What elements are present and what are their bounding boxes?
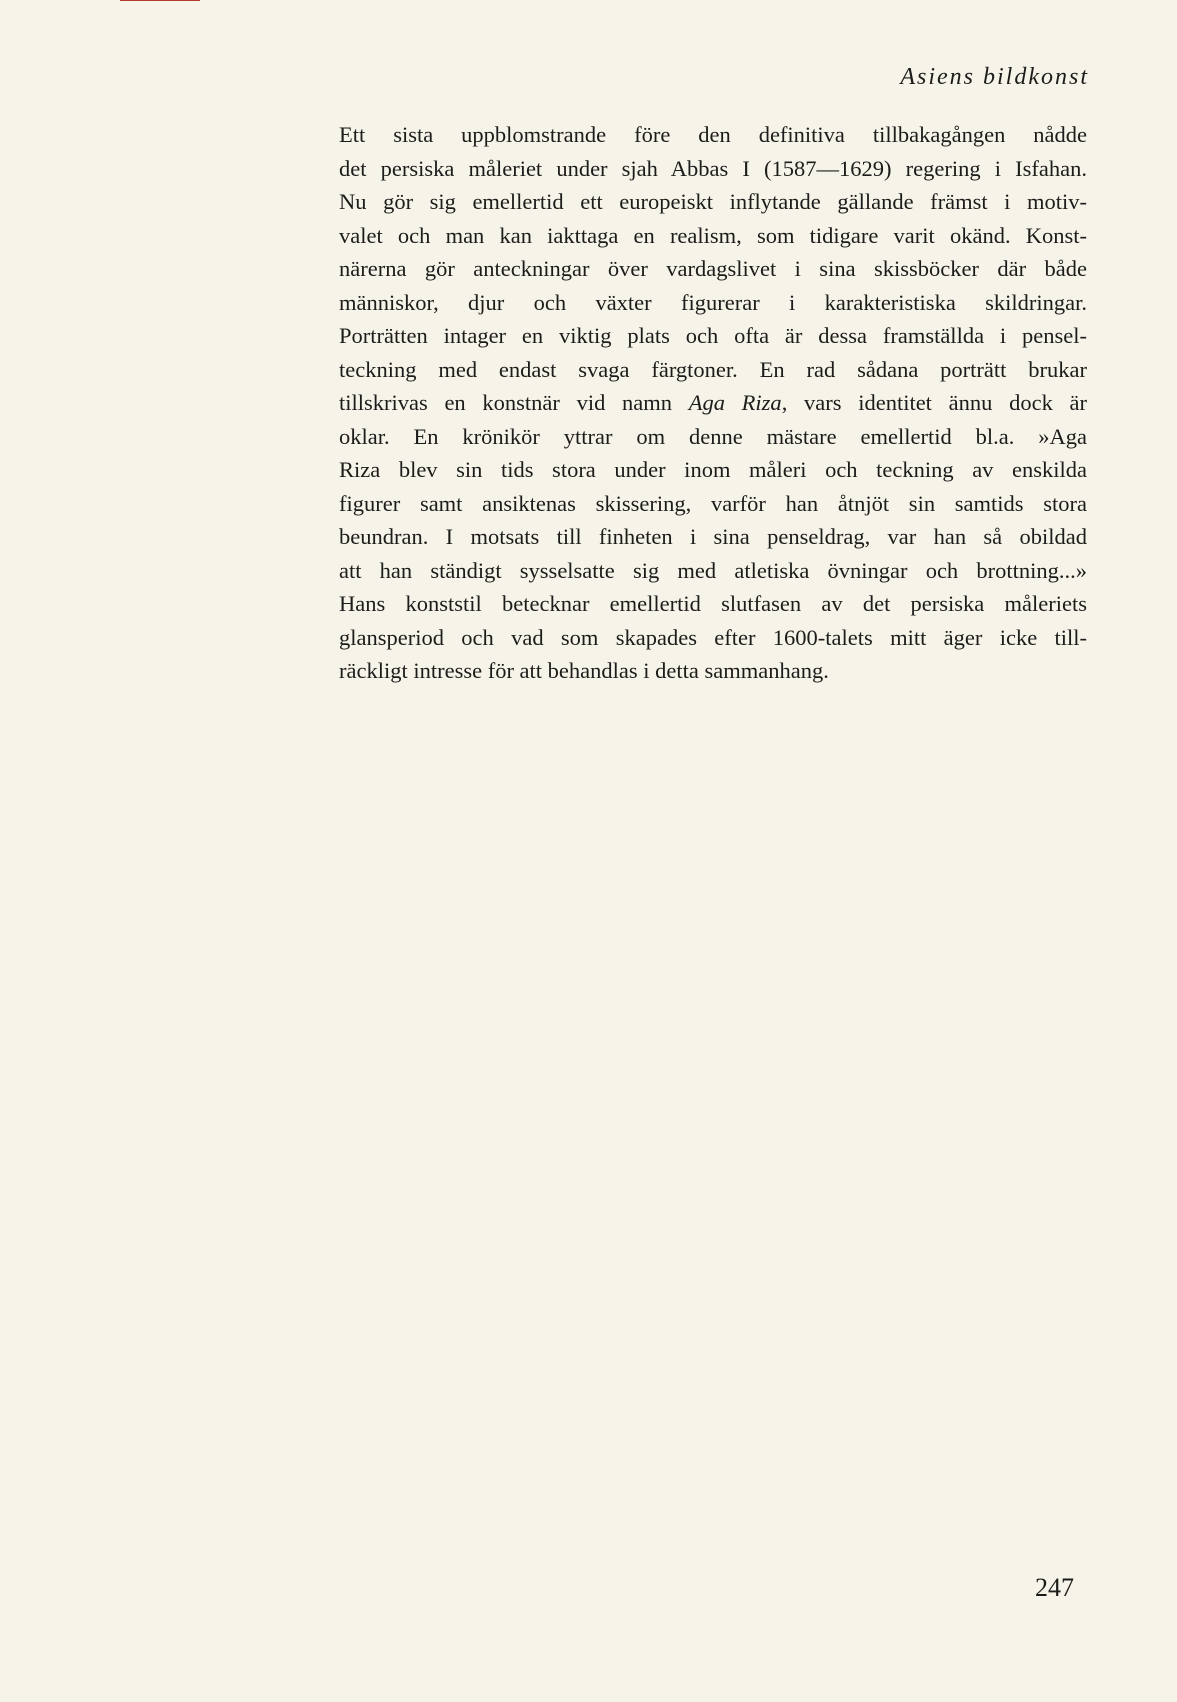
text-line xyxy=(339,319,1087,353)
text-line xyxy=(339,118,1087,152)
text-segment: beundran. I motsats till finheten i sina penseldrag, var han så obildad xyxy=(339,524,1087,549)
text-line xyxy=(339,219,1087,253)
text-line xyxy=(339,386,1087,420)
text-line xyxy=(339,554,1087,588)
page-edge-mark xyxy=(120,0,200,1)
text-line xyxy=(339,587,1087,621)
text-line xyxy=(339,453,1087,487)
text-segment: figurer samt ansiktenas skissering, varför han åtnjöt sin samtids stora xyxy=(339,490,1087,516)
text-line xyxy=(339,286,1087,320)
text-segment: människor, djur och växter figurerar i karakteristiska skildringar. xyxy=(339,289,1087,315)
text-line xyxy=(339,420,1087,454)
text-line xyxy=(339,152,1087,186)
text-segment: Nu gör sig emellertid ett europeiskt inflytande gällande främst i motiv- xyxy=(339,189,1087,214)
body-paragraph xyxy=(339,118,1087,688)
running-head: Asiens bildkonst xyxy=(900,64,1089,90)
text-line xyxy=(339,252,1087,286)
text-line xyxy=(339,353,1087,387)
text-segment: Riza blev sin tids stora under inom måleri och teckning av enskilda xyxy=(339,457,1087,482)
text-segment: Porträtten intager en viktig plats och ofta är dessa framställda i pensel- xyxy=(339,323,1087,348)
text-line xyxy=(339,621,1087,655)
text-segment: Ett sista uppblomstrande före den definitiva tillbakagången nådde xyxy=(339,122,1087,147)
page-number: 247 xyxy=(1035,1573,1074,1602)
text-segment: oklar. En krönikör yttrar om denne mästare emellertid bl.a. »Aga xyxy=(339,423,1087,449)
text-line xyxy=(339,654,1087,688)
text-segment: tillskrivas en konstnär vid namn xyxy=(339,390,689,415)
text-segment: , vars identitet ännu dock är xyxy=(781,390,1087,415)
text-segment: valet och man kan iakttaga en realism, som tidigare varit okänd. Konst- xyxy=(339,222,1087,248)
text-segment: det persiska måleriet under sjah Abbas I (1587—1629) regering i Isfahan. xyxy=(339,155,1087,181)
text-segment: närerna gör anteckningar över vardagslivet i sina skissböcker där både xyxy=(339,256,1087,281)
text-segment: teckning med endast svaga färgtoner. En rad sådana porträtt brukar xyxy=(339,356,1087,382)
text-segment: glansperiod och vad som skapades efter 1600-talets mitt äger icke till- xyxy=(339,624,1087,650)
text-line xyxy=(339,487,1087,521)
artist-name: Aga Riza xyxy=(688,390,782,415)
text-segment: att han ständigt sysselsatte sig med atletiska övningar och brottning...» xyxy=(339,557,1087,583)
text-line xyxy=(339,185,1087,219)
text-line xyxy=(339,520,1087,554)
text-segment: räckligt intresse för att behandlas i detta sammanhang. xyxy=(339,658,829,683)
text-segment: Hans konststil betecknar emellertid slutfasen av det persiska måleriets xyxy=(339,591,1087,616)
